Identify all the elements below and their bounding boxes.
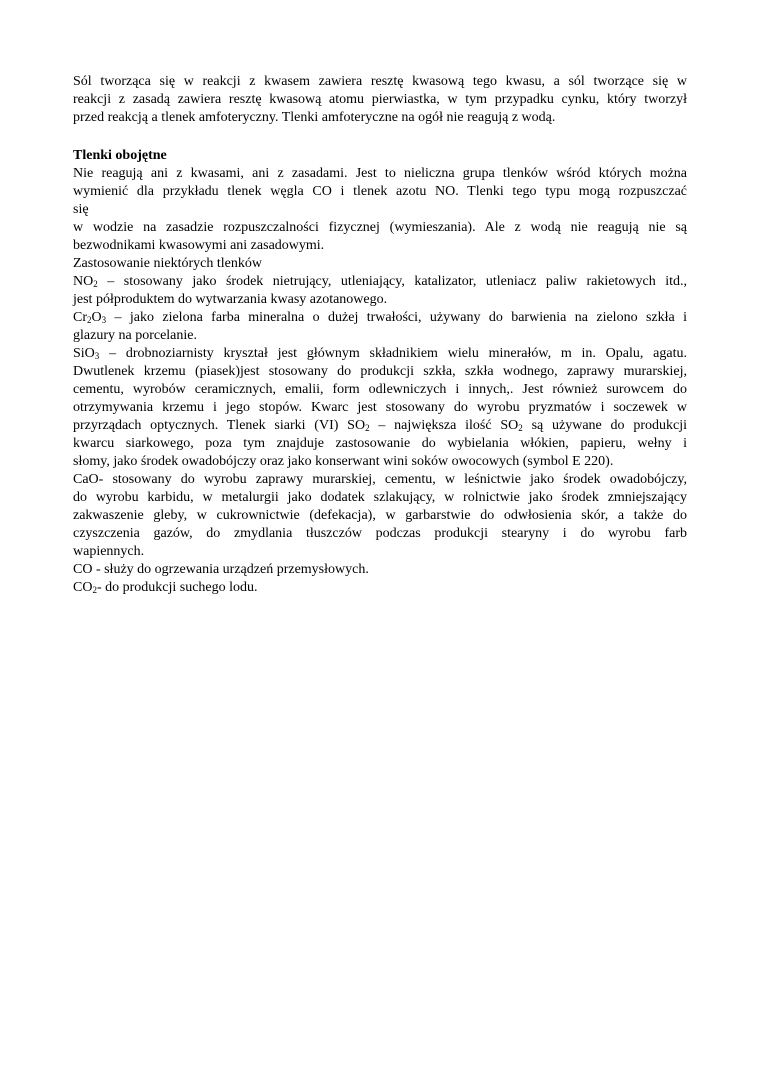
text-line: czyszczenia gazów, do zmydlania tłuszczów podczas produkcji stearyny i do wyrobu farb [73, 526, 687, 541]
formula-text: CO [73, 580, 93, 595]
text-line: jest półproduktem do wytwarzania kwasy azotanowego. [73, 292, 388, 307]
formula [73, 346, 99, 361]
text-line: CaO- stosowany do wyrobu zaprawy murarskiej, cementu, w leśnictwie jako środek owadobójczy, [73, 472, 687, 487]
formula-subscript: 2 [93, 279, 98, 289]
text-line: otrzymywania krzemu i jego stopów. Kwarc jest stosowany do wyrobu pryzmatów i soczewek w [73, 400, 687, 415]
formula-text: O [91, 310, 102, 325]
text-line: wymienić dla przykładu tlenek węgla CO i tlenek azotu NO. Tlenki tego typu mogą rozpuszczać [73, 184, 687, 199]
co2-line [73, 579, 687, 597]
no2-line [73, 273, 687, 291]
text-line: słomy, jako środek owadobójczy oraz jako konserwant wini soków owocowych (symbol E 220). [73, 454, 614, 469]
text-run: – drobnoziarnisty kryształ jest głównym składnikiem wielu minerałów, m in. Opalu, agatu. [99, 346, 687, 361]
text-line: zakwaszenie gleby, w cukrownictwie (defekacja), w garbarstwie do odwłosienia skór, a także do [73, 508, 687, 523]
section-heading: Tlenki obojętne [73, 148, 167, 163]
text-run: – jako zielona farba mineralna o dużej trwałości, używany do barwienia na zielono szkła i [106, 310, 687, 325]
text-run: przyrządach optycznych. Tlenek siarki (VI) SO [73, 418, 366, 433]
formula-text: SiO [73, 346, 95, 361]
text-line: cementu, wyrobów ceramicznych, emalii, form odlewniczych i innych,. Jest również surowcem do [73, 382, 687, 397]
text-line: się [73, 202, 89, 217]
text-line: Nie reagują ani z kwasami, ani z zasadami. Jest to nieliczna grupa tlenków wśród których można [73, 166, 687, 181]
so2-line [73, 417, 687, 435]
formula [73, 310, 106, 325]
formula-subscript: 2 [92, 585, 97, 595]
text-line: Zastosowanie niektórych tlenków [73, 256, 262, 271]
text-line: Dwutlenek krzemu (piasek)jest stosowany do produkcji szkła, szkła wodnego, zaprawy murarskiej, [73, 364, 687, 379]
text-line: kwarcu siarkowego, poza tym znajduje zastosowanie do wybielania włókien, papieru, wełny i [73, 436, 687, 451]
text-line: CO - służy do ogrzewania urządzeń przemysłowych. [73, 562, 369, 577]
sio3-line [73, 345, 687, 363]
text-run: - do produkcji suchego lodu. [96, 580, 258, 595]
formula-subscript: 2 [518, 423, 523, 433]
formula-subscript: 3 [101, 315, 107, 325]
text-line: Sól tworząca się w reakcji z kwasem zawiera resztę kwasową tego kwasu, a sól tworzące się w [73, 74, 687, 89]
text-line: glazury na porcelanie. [73, 328, 197, 343]
cr2o3-line [73, 309, 687, 327]
text-run: – stosowany jako środek nietrujący, utleniający, katalizator, utleniacz paliw rakietowych itd., [97, 274, 687, 289]
formula-subscript: 2 [87, 315, 92, 325]
formula-subscript: 3 [94, 351, 100, 361]
formula-subscript: 2 [365, 423, 370, 433]
text-line: reakcji z zasadą zawiera resztę kwasową atomu pierwiastka, w tym przypadku cynku, który tworzył [73, 92, 687, 107]
text-run: są używane do produkcji [522, 418, 687, 433]
paragraph-gap [73, 127, 687, 147]
formula [73, 580, 97, 595]
text-line: w wodzie na zasadzie rozpuszczalności fizycznej (wymieszania). Ale z wodą nie reagują nie są [73, 220, 687, 235]
text-run: – największa ilość SO [369, 418, 519, 433]
formula-text: Cr [73, 310, 87, 325]
text-line: do wyrobu karbidu, w metalurgii jako dodatek szlakujący, w rolnictwie jako środek zmniejszający [73, 490, 687, 505]
intro-paragraph [73, 73, 687, 127]
document-body [73, 73, 687, 597]
text-line: wapiennych. [73, 544, 145, 559]
text-line: przed reakcją a tlenek amfoteryczny. Tlenki amfoteryczne na ogół nie reagują z wodą. [73, 110, 556, 125]
formula-text: NO [73, 274, 94, 289]
text-line: bezwodnikami kwasowymi ani zasadowymi. [73, 238, 325, 253]
neutral-oxides-section [73, 147, 687, 597]
formula [73, 274, 98, 289]
